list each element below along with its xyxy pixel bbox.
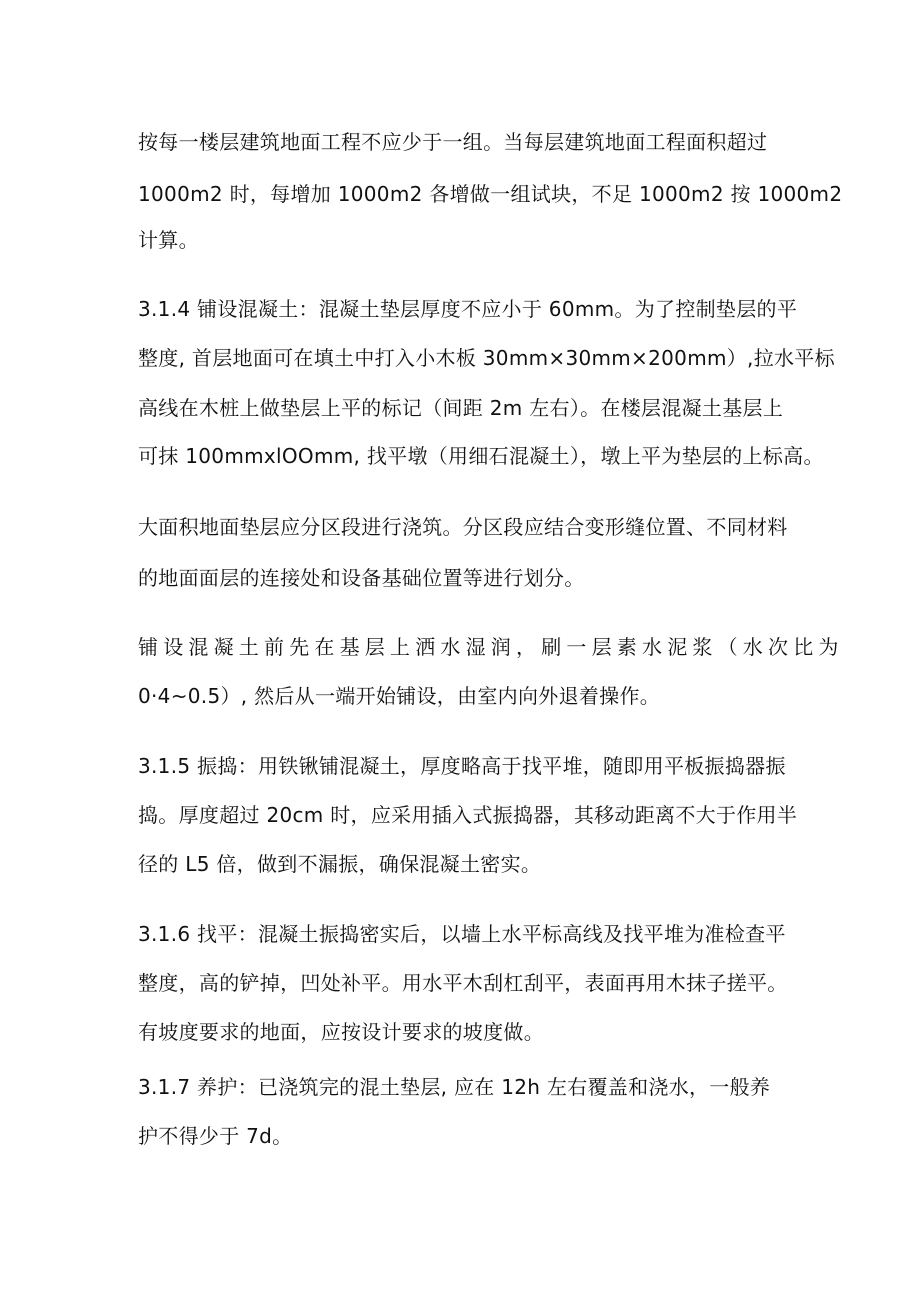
text-line: 计算。 — [138, 228, 199, 252]
text-line: 有坡度要求的地面，应按设计要求的坡度做。 — [138, 1020, 544, 1044]
text-line: 整度, 首层地面可在填土中打入小木板 30mm×30mm×200mm）,拉水平标 — [138, 346, 835, 370]
text-line: 铺设混凝土前先在基层上洒水湿润，刷一层素水泥浆（水次比为 — [138, 635, 844, 659]
text-line: 0·4~0.5）, 然后从一端开始铺设，由室内向外退着操作。 — [138, 684, 661, 708]
text-line: 3.1.7 养护：已浇筑完的混土垫层, 应在 12h 左右覆盖和浇水，一般养 — [138, 1075, 771, 1099]
text-line: 整度，高的铲掉，凹处补平。用水平木刮杠刮平，表面再用木抹子搓平。 — [138, 971, 788, 995]
text-line: 高线在木桩上做垫层上平的标记（间距 2m 左右）。在楼层混凝土基层上 — [138, 396, 784, 420]
text-line: 3.1.4 铺设混凝土：混凝土垫层厚度不应小于 60mm。为了控制垫层的平 — [138, 297, 798, 321]
text-line: 护不得少于 7d。 — [138, 1124, 293, 1148]
text-line: 径的 L5 倍，做到不漏振，确保混凝土密实。 — [138, 852, 542, 876]
text-line: 3.1.5 振捣：用铁锹铺混凝土，厚度略高于找平堆，随即用平板振捣器振 — [138, 754, 786, 778]
text-line: 的地面面层的连接处和设备基础位置等进行划分。 — [138, 566, 585, 590]
text-line: 按每一楼层建筑地面工程不应少于一组。当每层建筑地面工程面积超过 — [138, 130, 768, 154]
text-line: 3.1.6 找平：混凝土振捣密实后，以墙上水平标高线及找平堆为准检查平 — [138, 922, 786, 946]
text-line: 捣。厚度超过 20cm 时，应采用插入式振捣器，其移动距离不大于作用半 — [138, 803, 798, 827]
text-line: 可抹 100mmxlOOmm, 找平墩（用细石混凝土），墩上平为垫层的上标高。 — [138, 444, 824, 468]
text-line: 1000m2 时，每增加 1000m2 各增做一组试块，不足 1000m2 按 1000m2 — [138, 182, 843, 206]
text-line: 大面积地面垫层应分区段进行浇筑。分区段应结合变形缝位置、不同材料 — [138, 515, 788, 539]
